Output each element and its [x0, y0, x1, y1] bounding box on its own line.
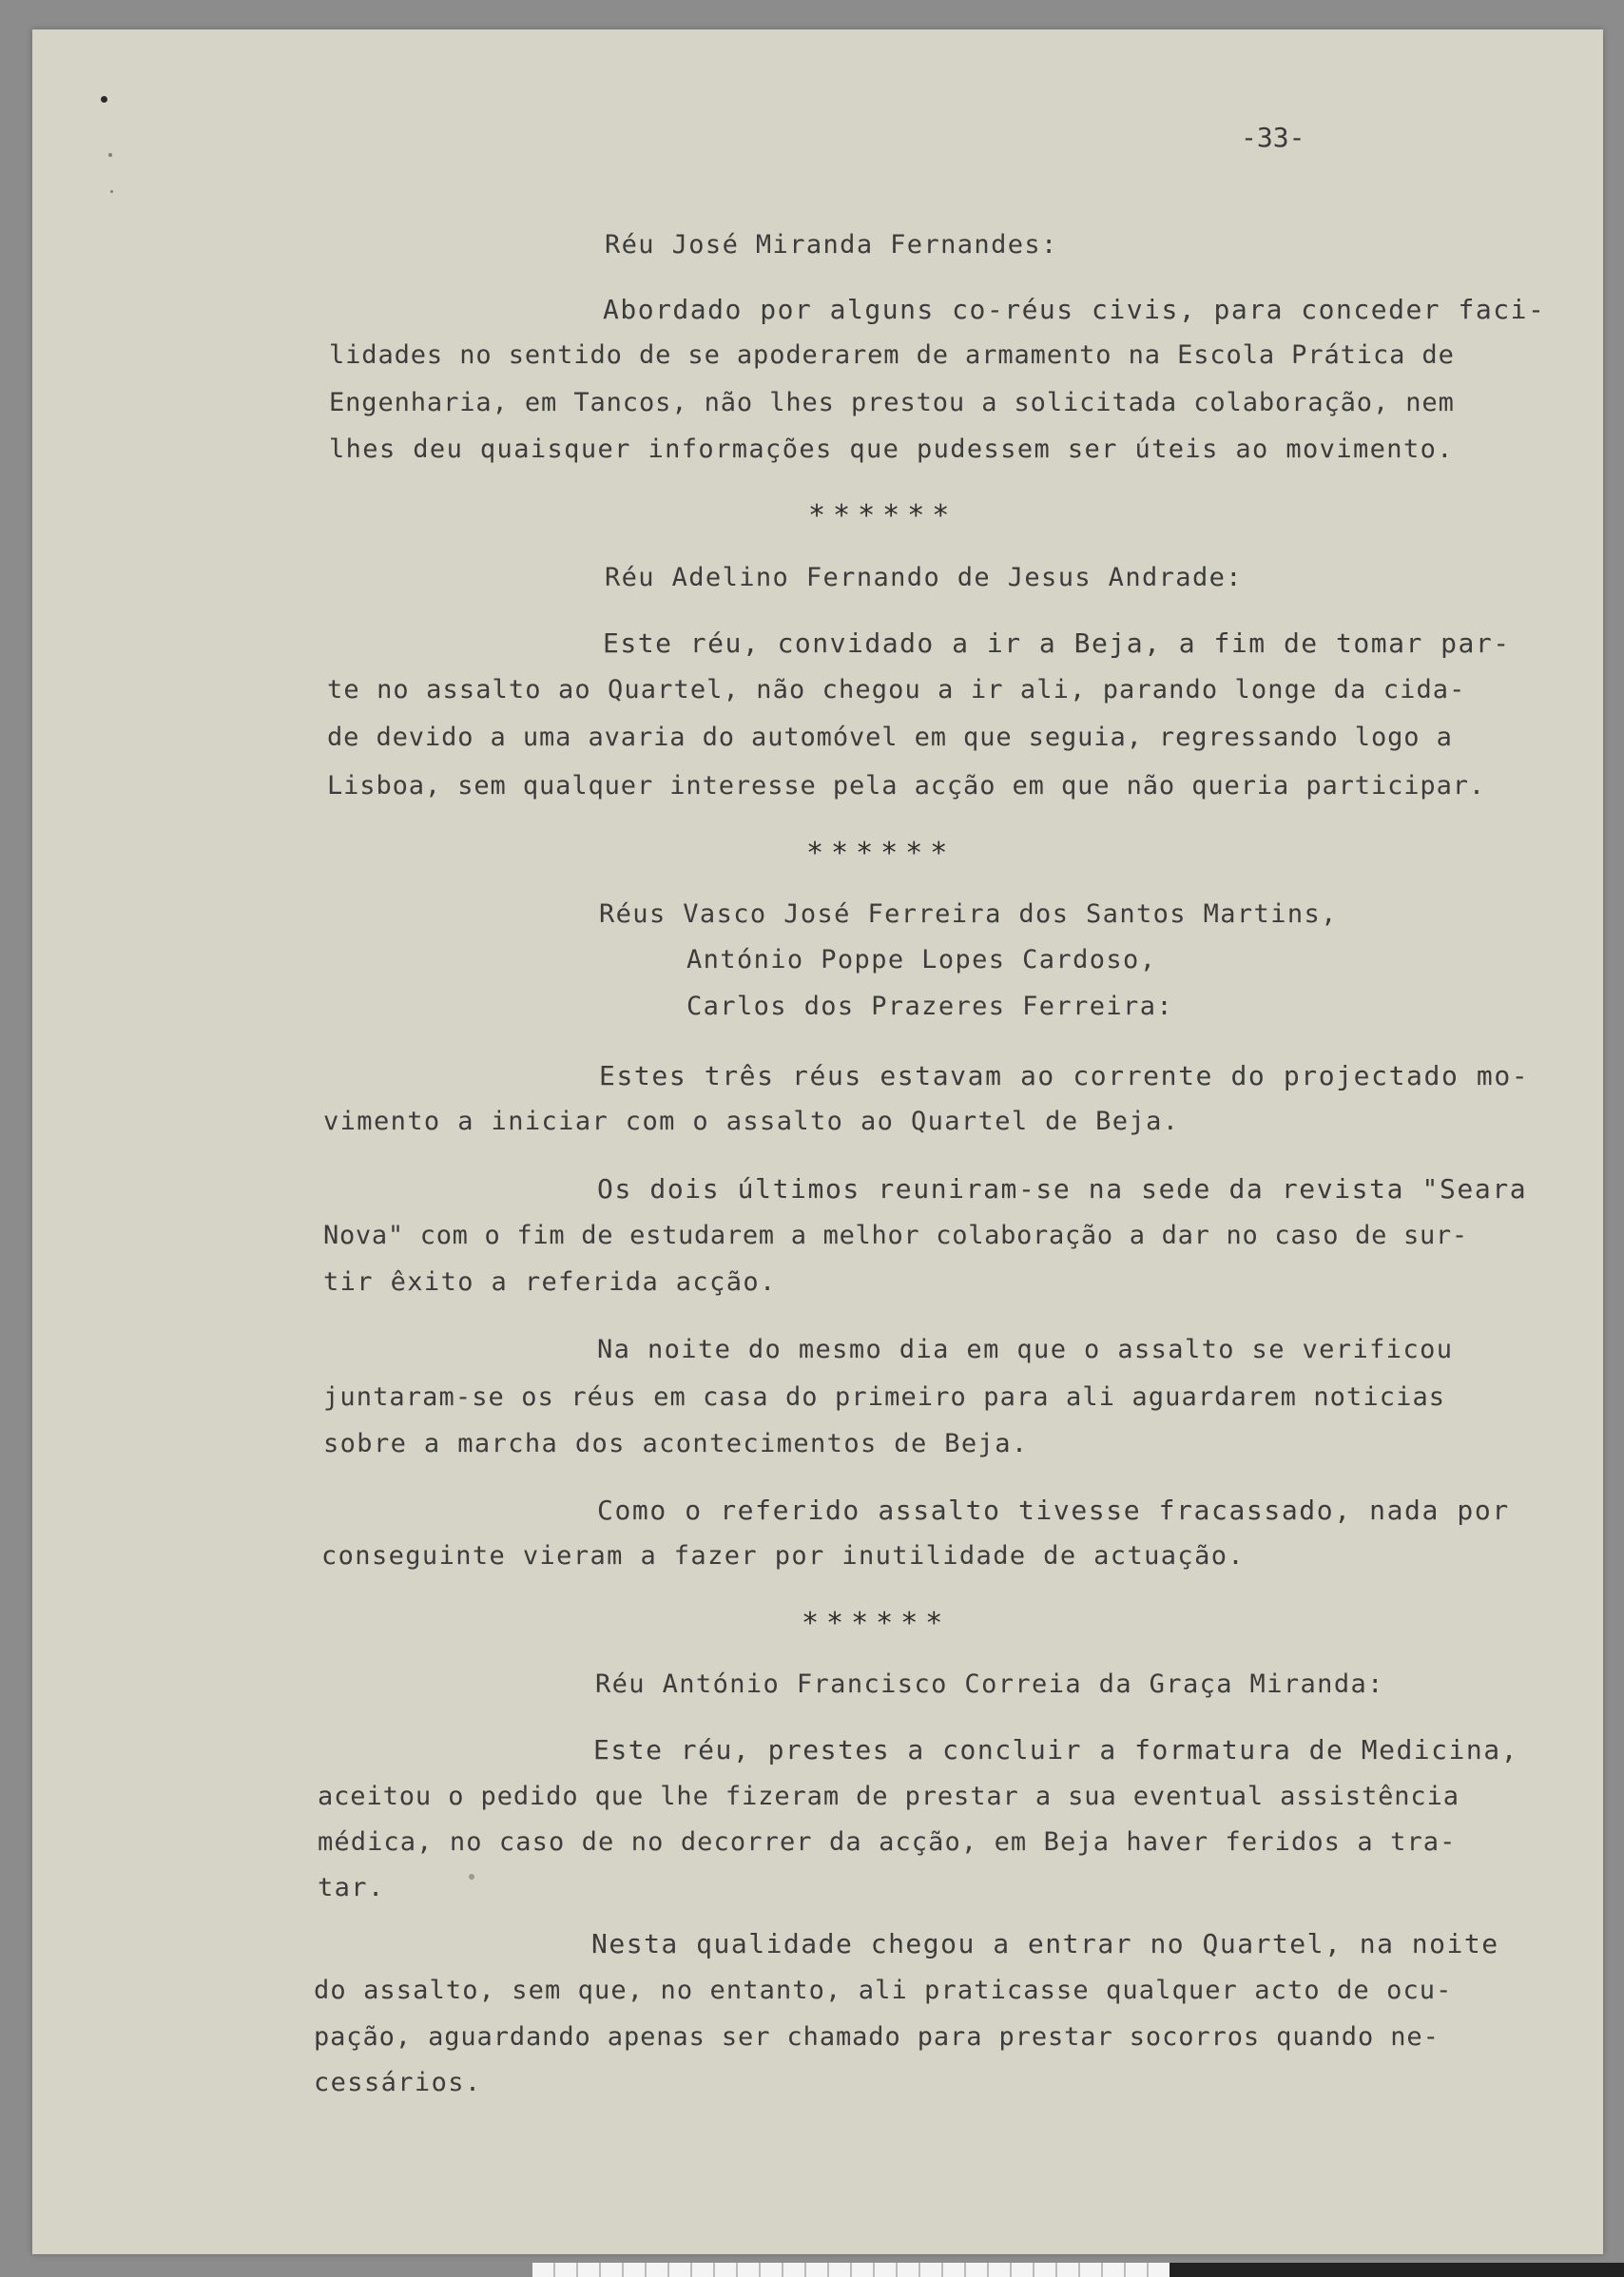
- paper-speck: [110, 190, 113, 193]
- section-heading: Réus Vasco José Ferreira dos Santos Martins,: [599, 899, 1338, 929]
- paragraph-line: Engenharia, em Tancos, não lhes prestou a solicitada colaboração, nem: [329, 388, 1455, 417]
- paragraph-line: Na noite do mesmo dia em que o assalto se verificou: [597, 1335, 1454, 1364]
- paragraph-line: juntaram-se os réus em casa do primeiro para ali aguardarem noticias: [323, 1382, 1446, 1412]
- paragraph-line: Este réu, prestes a concluir a formatura de Medicina,: [593, 1734, 1518, 1766]
- paragraph-line: médica, no caso de no decorrer da acção, em Beja haver feridos a tra-: [318, 1827, 1457, 1857]
- paragraph-line: aceitou o pedido que lhe fizeram de prestar a sua eventual assistência: [318, 1782, 1460, 1811]
- paragraph-line: te no assalto ao Quartel, não chegou a ir ali, parando longe da cida-: [327, 675, 1466, 704]
- paragraph-line: vimento a iniciar com o assalto ao Quartel de Beja.: [323, 1107, 1180, 1136]
- section-separator: ******: [802, 1607, 951, 1640]
- section-heading: António Poppe Lopes Cardoso,: [686, 945, 1157, 974]
- section-heading: Carlos dos Prazeres Ferreira:: [686, 992, 1174, 1021]
- paragraph-line: Nesta qualidade chegou a entrar no Quartel, na noite: [591, 1928, 1499, 1959]
- paragraph-line: lidades no sentido de se apoderarem de armamento na Escola Prática de: [329, 340, 1455, 370]
- paragraph-line: tar.: [318, 1873, 385, 1902]
- paragraph-line: lhes deu quaisquer informações que pudessem ser úteis ao movimento.: [329, 434, 1454, 464]
- paper-speck: [469, 1874, 474, 1880]
- page-number: -33-: [1241, 122, 1305, 153]
- paragraph-line: cessários.: [314, 2068, 482, 2097]
- paragraph-line: conseguinte vieram a fazer por inutilidade de actuação.: [321, 1541, 1246, 1571]
- section-heading: Réu José Miranda Fernandes:: [605, 230, 1058, 260]
- paragraph-line: sobre a marcha dos acontecimentos de Beja.: [323, 1429, 1029, 1458]
- paragraph-line: pação, aguardando apenas ser chamado para prestar socorros quando ne-: [314, 2022, 1440, 2052]
- paragraph-line: Lisboa, sem qualquer interesse pela acção em que não queria participar.: [327, 771, 1486, 801]
- scan-ruler-dark-segment: [1170, 2263, 1624, 2277]
- paragraph-line: tir êxito a referida acção.: [323, 1267, 777, 1297]
- paper-speck: [101, 96, 107, 103]
- paragraph-line: Este réu, convidado a ir a Beja, a fim de tomar par-: [603, 627, 1511, 659]
- paragraph-line: Nova" com o fim de estudarem a melhor colaboração a dar no caso de sur-: [323, 1221, 1468, 1250]
- section-separator: ******: [808, 499, 957, 532]
- paragraph-line: Abordado por alguns co-réus civis, para conceder faci-: [603, 294, 1546, 325]
- paragraph-line: Os dois últimos reuniram-se na sede da revista "Seara: [597, 1173, 1528, 1205]
- section-separator: ******: [806, 837, 956, 870]
- paragraph-line: Estes três réus estavam ao corrente do projectado mo-: [599, 1060, 1530, 1091]
- paper-speck: [108, 153, 112, 157]
- section-heading: Réu António Francisco Correia da Graça Miranda:: [595, 1669, 1384, 1699]
- paragraph-line: Como o referido assalto tivesse fracassado, nada por: [597, 1495, 1510, 1526]
- paragraph-line: do assalto, sem que, no entanto, ali praticasse qualquer acto de ocu-: [314, 1976, 1453, 2005]
- section-heading: Réu Adelino Fernando de Jesus Andrade:: [605, 563, 1243, 592]
- paragraph-line: de devido a uma avaria do automóvel em que seguia, regressando logo a: [327, 723, 1453, 752]
